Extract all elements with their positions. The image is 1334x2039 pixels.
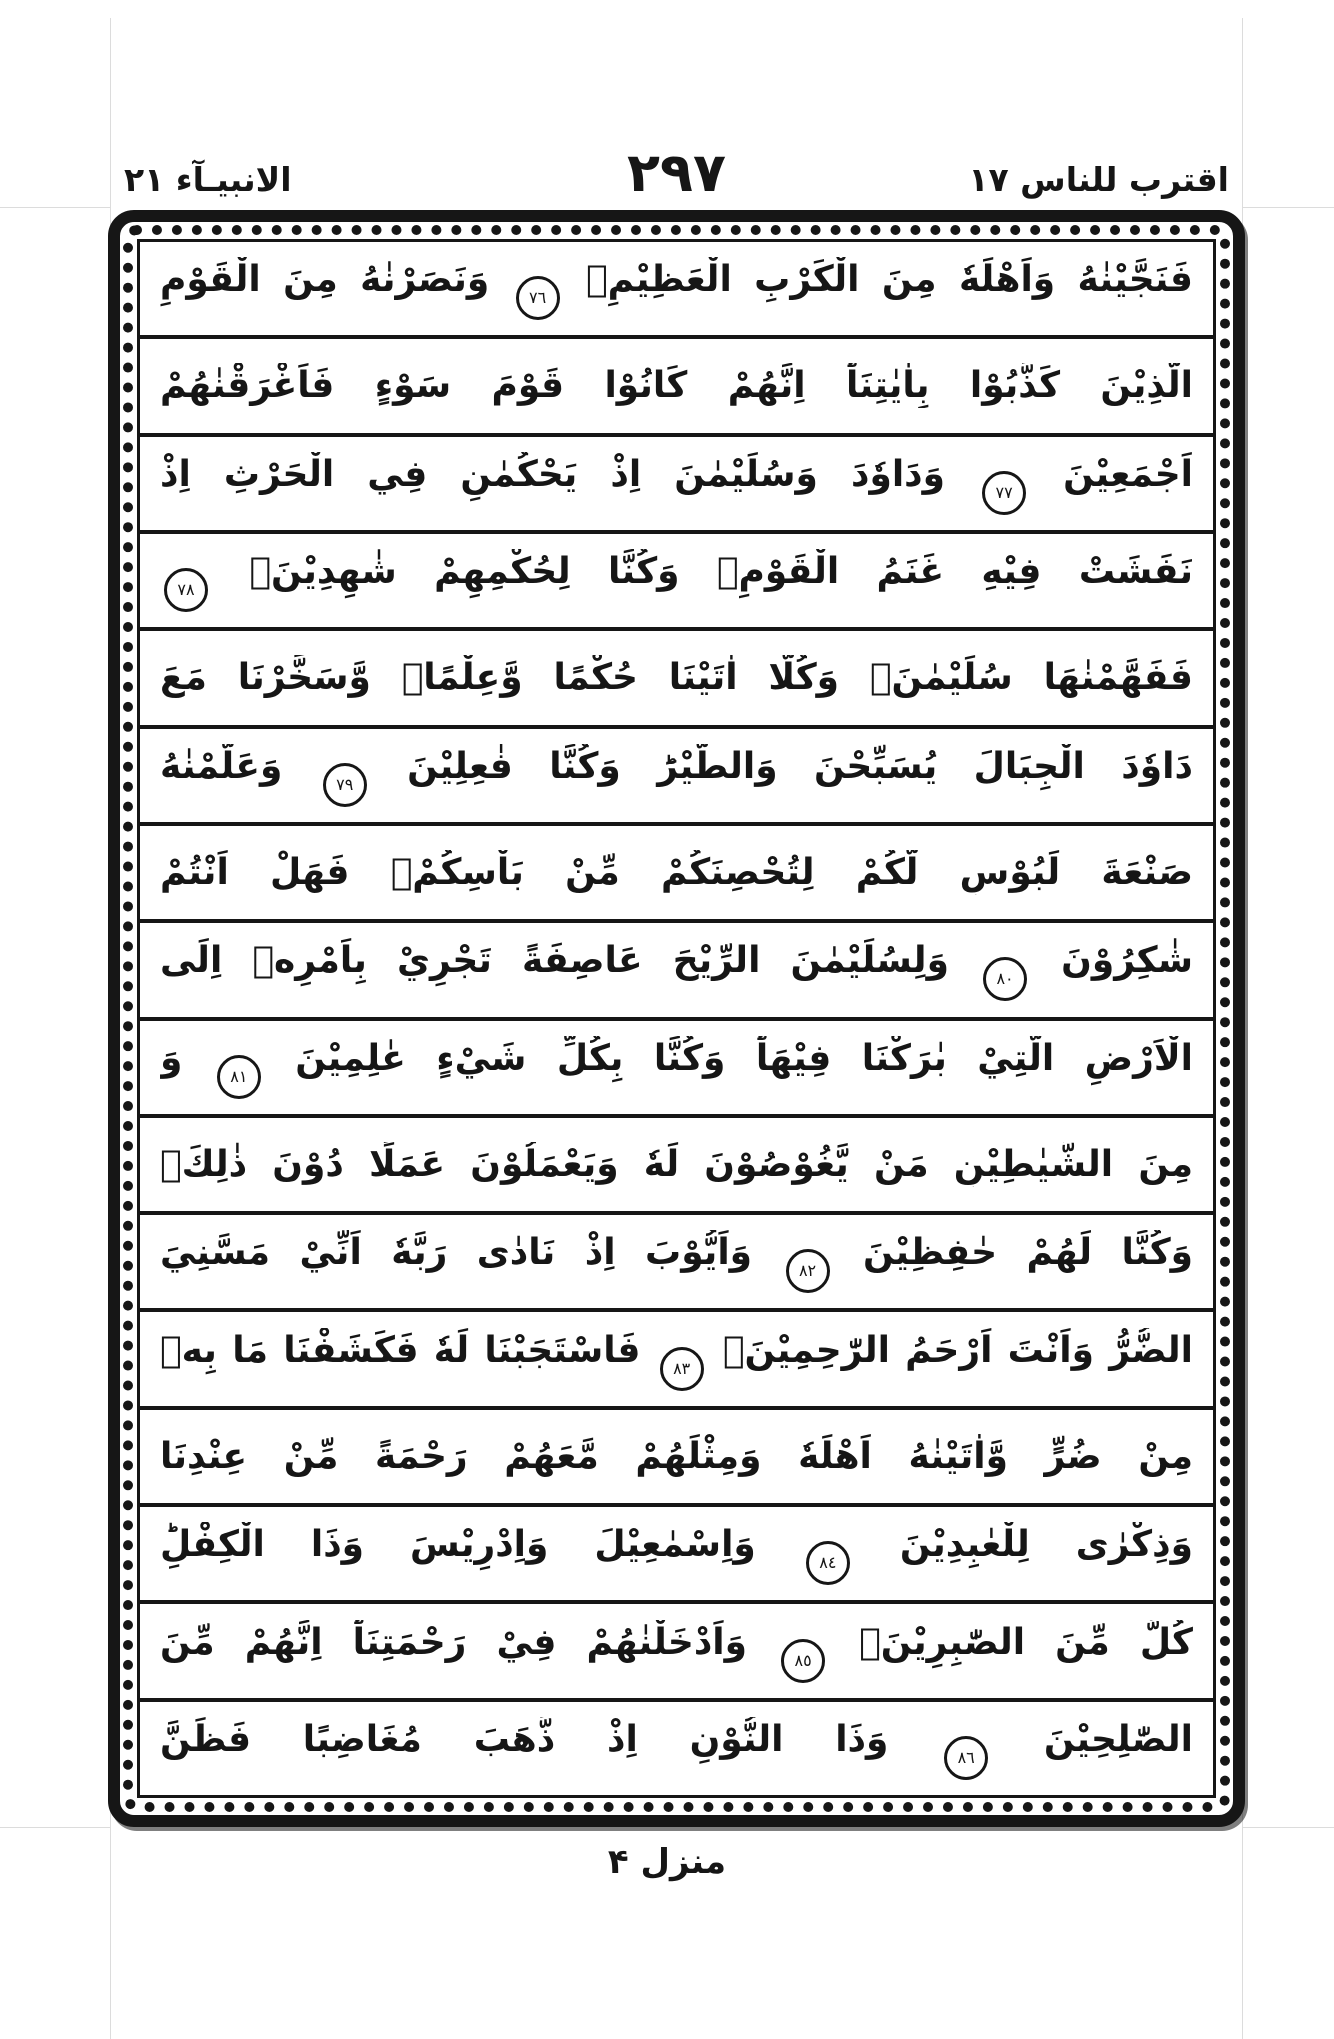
- ayah-text: وَذِكْرٰى لِلْعٰبِدِيْنَ: [899, 1524, 1193, 1566]
- surah-name-label: الانبيـآء ٢١: [124, 160, 292, 199]
- ayah-text: وَاَيُّوْبَ اِذْ نَادٰى رَبَّهٗ اَنِّيْ مَسَّنِيَ: [160, 1232, 753, 1274]
- quran-line: [140, 729, 1213, 826]
- ayah-text: وَدَاوٗدَ وَسُلَيْمٰنَ اِذْ يَحْكُمٰنِ فِي الْحَرْثِ اِذْ: [160, 453, 946, 495]
- quran-line-text: [160, 744, 1193, 807]
- scan-line-bottom-left: [0, 1827, 110, 1828]
- ayah-text: وَاِسْمٰعِيْلَ وَاِدْرِيْسَ وَذَا الْكِفْلِؕ: [160, 1524, 756, 1566]
- ayah-text: الصّٰلِحِيْنَ: [1043, 1718, 1193, 1760]
- scan-line-bottom-right: [1242, 1827, 1334, 1828]
- ayah-text: صَنْعَةَ لَبُوْسٍ لَّكُمْ لِتُحْصِنَكُمْ مِّنْ بَاْسِكُمْۚ فَهَلْ اَنْتُمْ: [160, 852, 1193, 894]
- quran-line-text: [160, 938, 1193, 1001]
- ayah-text: فَفَهَّمْنٰهَا سُلَيْمٰنَۚ وَكُلًّا اٰتَيْنَا حُكْمًا وَّعِلْمًاۚ وَّسَخَّرْنَا مَعَ: [160, 657, 1193, 699]
- verse-end-marker: ٨٥: [781, 1639, 825, 1683]
- ayah-text: فَاسْتَجَبْنَا لَهٗ فَكَشَفْنَا مَا بِهٖ: [160, 1329, 641, 1371]
- verse-end-marker: ٨٣: [660, 1347, 704, 1391]
- verse-end-marker: ٨٤: [806, 1541, 850, 1585]
- quran-line-text: [160, 1620, 1193, 1683]
- ayah-text: وَنَصَرْنٰهُ مِنَ الْقَوْمِ: [160, 259, 490, 301]
- page-header: [108, 88, 1245, 204]
- ayah-text: دَاوٗدَ الْجِبَالَ يُسَبِّحْنَ وَالطَّيْرَؕ وَكُنَّا فٰعِلِيْنَ: [407, 745, 1193, 787]
- verse-end-marker: ٨١: [217, 1055, 261, 1099]
- ayah-text: نَفَشَتْ فِيْهِ غَنَمُ الْقَوْمِۚ وَكُنَّا لِحُكْمِهِمْ شٰهِدِيْنَۙ: [249, 551, 1193, 593]
- quran-line: [140, 923, 1213, 1020]
- ayah-text: كُلٌّ مِّنَ الصّٰبِرِيْنَۖ: [859, 1621, 1193, 1663]
- quran-line: [140, 534, 1213, 631]
- quran-line: [140, 631, 1213, 728]
- quran-line-text: [160, 655, 1193, 700]
- manzil-label: منزل ۴: [607, 1842, 727, 1882]
- quran-line: [140, 1604, 1213, 1701]
- ayah-text: وَكُنَّا لَهُمْ حٰفِظِيْنَ: [863, 1232, 1193, 1274]
- quran-line-text: [160, 1717, 1193, 1780]
- ayah-text: مِنَ الشَّيٰطِيْنِ مَنْ يَّغُوْصُوْنَ لَهٗ وَيَعْمَلُوْنَ عَمَلًا دُوْنَ ذٰلِكَۚ: [160, 1143, 1193, 1185]
- scan-line-top-left: [0, 207, 110, 208]
- ayah-text: وَذَا النُّوْنِ اِذْ ذَّهَبَ مُغَاضِبًا فَظَنَّ: [160, 1718, 889, 1760]
- ayah-text: اَجْمَعِيْنَ: [1063, 453, 1193, 495]
- quran-line: [140, 1507, 1213, 1604]
- quran-line-text: [160, 363, 1193, 408]
- verse-end-marker: ٧٧: [982, 471, 1026, 515]
- ayah-text: وَاَدْخَلْنٰهُمْ فِيْ رَحْمَتِنَاؕ اِنَّهُمْ مِّنَ: [160, 1621, 748, 1663]
- ayah-text: شٰكِرُوْنَ: [1061, 940, 1193, 982]
- page-footer: [0, 1842, 1334, 1882]
- quran-line: [140, 1410, 1213, 1507]
- ayah-text: فَنَجَّيْنٰهُ وَاَهْلَهٗ مِنَ الْكَرْبِ الْعَظِيْمِۚ: [586, 259, 1193, 301]
- scan-line-top-right: [1242, 207, 1334, 208]
- quran-line: [140, 242, 1213, 339]
- quran-line-text: [160, 1434, 1193, 1479]
- quran-line-text: [160, 1142, 1193, 1187]
- verse-end-marker: ٧٦: [516, 276, 560, 320]
- mushaf-border-frame: [108, 210, 1245, 1827]
- verse-end-marker: ٨٠: [983, 957, 1027, 1001]
- quran-line-text: [160, 452, 1193, 515]
- quran-line-text: [160, 1328, 1193, 1391]
- quran-line: [140, 1702, 1213, 1795]
- ayah-text: وَعَلَّمْنٰهُ: [160, 745, 283, 787]
- verse-end-marker: ٨٦: [944, 1736, 988, 1780]
- quran-line-text: [160, 1230, 1193, 1293]
- quran-line: [140, 1118, 1213, 1215]
- quran-line-text: [160, 1522, 1193, 1585]
- ayah-text: الضُّرُّ وَاَنْتَ اَرْحَمُ الرّٰحِمِيْنَۚ: [722, 1329, 1193, 1371]
- quran-line: [140, 826, 1213, 923]
- ayah-text: الْاَرْضِ الَّتِيْ بٰرَكْنَا فِيْهَاؕ وَكُنَّا بِكُلِّ شَيْءٍ عٰلِمِيْنَ: [295, 1037, 1193, 1079]
- quran-line: [140, 1215, 1213, 1312]
- ayah-text: مِنْ ضُرٍّ وَّاٰتَيْنٰهُ اَهْلَهٗ وَمِثْلَهُمْ مَّعَهُمْ رَحْمَةً مِّنْ عِنْدِنَا: [160, 1435, 1193, 1477]
- quran-line: [140, 1021, 1213, 1118]
- ayah-text: الَّذِيْنَ كَذَّبُوْا بِاٰيٰتِنَاؕ اِنَّهُمْ كَانُوْا قَوْمَ سَوْءٍ فَاَغْرَقْنٰهُمْ: [160, 365, 1193, 407]
- quran-line-text: [160, 1036, 1193, 1099]
- quran-line: [140, 1312, 1213, 1409]
- verse-end-marker: ٨٢: [786, 1249, 830, 1293]
- verse-end-marker: ٧٨: [164, 568, 208, 612]
- quran-line-text: [160, 549, 1193, 612]
- quran-text-block: [137, 239, 1216, 1798]
- verse-end-marker: ٧٩: [323, 763, 367, 807]
- quran-line-text: [160, 850, 1193, 895]
- quran-line: [140, 437, 1213, 534]
- page-number: ٢٩٧: [627, 141, 726, 204]
- ayah-text: وَلِسُلَيْمٰنَ الرِّيْحَ عَاصِفَةً تَجْرِيْ بِاَمْرِهٖ اِلَى: [160, 940, 949, 982]
- juz-name-label: اقترب للناس ١٧: [968, 160, 1229, 199]
- quran-line-text: [160, 257, 1193, 320]
- ayah-text: وَ: [160, 1037, 183, 1079]
- quran-line: [140, 339, 1213, 436]
- ornament-border-band: [123, 225, 1230, 1812]
